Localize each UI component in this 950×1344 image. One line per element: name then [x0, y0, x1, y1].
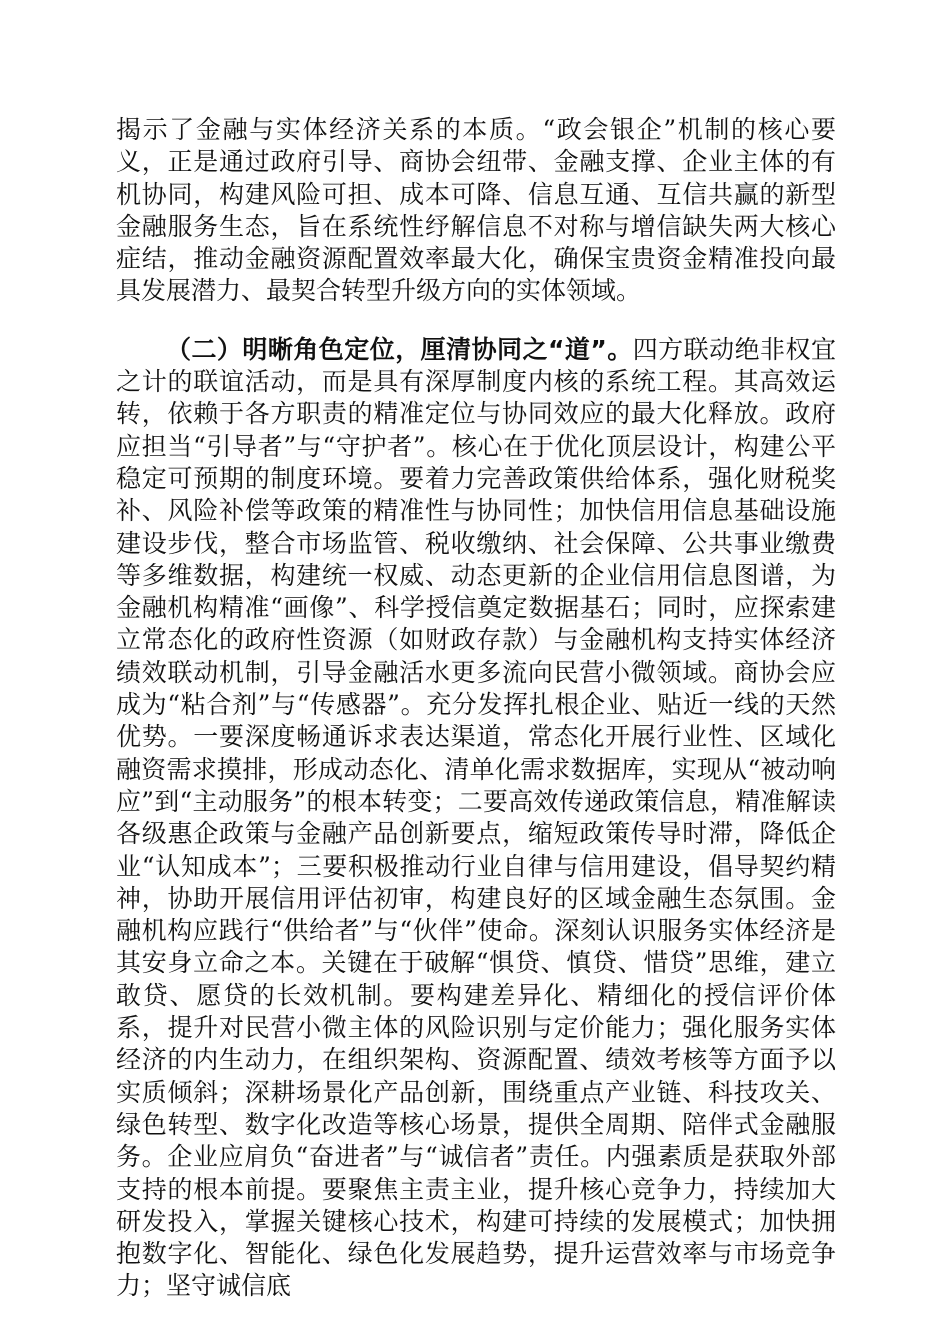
paragraph-text: 揭示了金融与实体经济关系的本质。“政会银企”机制的核心要义，正是通过政府引导、商协会纽带、金融支撑、企业主体的有机协同，构建风险可担、成本可降、信息互通、互信共赢的新型金融服务生态，旨在系统性纾解信息不对称与增信缺失两大核心症结，推动金融资源配置效率最大化，确保宝贵资金精准投向最具发展潜力、最契合转型升级方向的实体领域。 [116, 115, 836, 306]
section-heading: （二）明晰角色定位，厘清协同之“道”。 [166, 334, 633, 364]
document-page [116, 114, 836, 1303]
body-paragraph [116, 334, 836, 1303]
paragraph-text: 四方联动绝非权宜之计的联谊活动，而是具有深厚制度内核的系统工程。其高效运转，依赖于各方职责的精准定位与协同效应的最大化释放。政府应担当“引导者”与“守护者”。核心在于优化顶层设计，构建公平稳定可预期的制度环境。要着力完善政策供给体系，强化财税奖补、风险补偿等政策的精准性与协同性；加快信用信息基础设施建设步伐，整合市场监管、税收缴纳、社会保障、公共事业缴费等多维数据，构建统一权威、动态更新的企业信用信息图谱，为金融机构精准“画像”、科学授信奠定数据基石；同时，应探索建立常态化的政府性资源（如财政存款）与金融机构支持实体经济绩效联动机制，引导金融活水更多流向民营小微领域。商协会应成为“粘合剂”与“传感器”。充分发挥扎根企业、贴近一线的天然优势。一要深度畅通诉求表达渠道，常态化开展行业性、区域化融资需求摸排，形成动态化、清单化需求数据库，实现从“被动响应”到“主动服务”的根本转变；二要高效传递政策信息，精准解读各级惠企政策与金融产品创新要点，缩短政策传导时滞，降低企业“认知成本”；三要积极推动行业自律与信用建设，倡导契约精神，协助开展信用评估初审，构建良好的区域金融生态氛围。金融机构应践行“供给者”与“伙伴”使命。深刻认识服务实体经济是其安身立命之本。关键在于破解“惧贷、慎贷、惜贷”思维，建立敢贷、愿贷的长效机制。要构建差异化、精细化的授信评价体系，提升对民营小微主体的风险识别与定价能力；强化服务实体经济的内生动力，在组织架构、资源配置、绩效考核等方面予以实质倾斜；深耕场景化产品创新，围绕重点产业链、科技攻关、绿色转型、数字化改造等核心场景，提供全周期、陪伴式金融服务。企业应肩负“奋进者”与“诚信者”责任。内强素质是获取外部支持的根本前提。要聚焦主责主业，提升核心竞争力，持续加大研发投入，掌握关键核心技术，构建可持续的发展模式；加快拥抱数字化、智能化、绿色化发展趋势，提升运营效率与市场竞争力；坚守诚信底 [116, 334, 836, 1301]
body-paragraph [116, 114, 836, 308]
